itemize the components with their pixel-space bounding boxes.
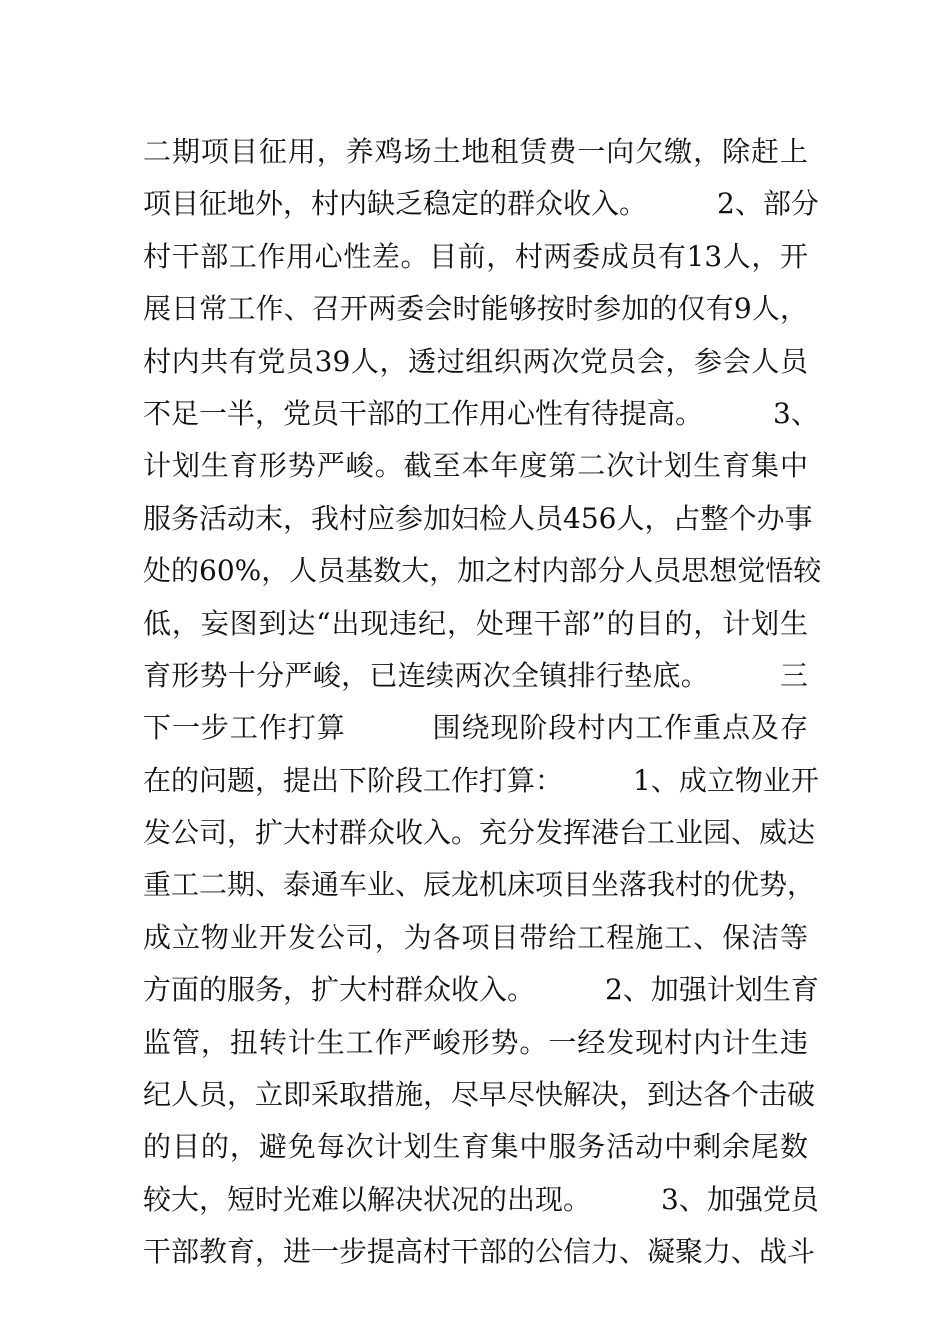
text-line: 二期项目征用，养鸡场土地租赁费一向欠缴，除赶上 (143, 135, 808, 168)
text-line: 重工二期、泰通车业、辰龙机床项目坐落我村的优势， (143, 868, 816, 902)
text-line: 的目的，避免每次计划生育集中服务活动中剩余尾数 (143, 1130, 808, 1164)
text-line: 方面的服务，扩大村群众收入。 2、加强计划生育 (143, 973, 819, 1007)
text-line: 村内共有党员39人，透过组织两次党员会，参会人员 (143, 344, 808, 378)
text-line: 项目征地外，村内缺乏稳定的群众收入。 2、部分 (143, 187, 819, 221)
text-line: 村干部工作用心性差。目前，村两委成员有13人，开 (143, 239, 808, 273)
text-line: 低，妄图到达“出现违纪，处理干部”的目的，计划生 (143, 606, 808, 640)
text-line: 下一步工作打算 围绕现阶段村内工作重点及存 (143, 711, 808, 745)
body-text (143, 126, 822, 1279)
text-line: 展日常工作、召开两委会时能够按时参加的仅有9人， (143, 292, 808, 326)
text-line: 不足一半，党员干部的工作用心性有待提高。 3、 (143, 396, 819, 430)
text-line: 在的问题，提出下阶段工作打算： 1、成立物业开 (143, 763, 819, 797)
text-line: 处的60%，人员基数大，加之村内部分人员思想觉悟较 (143, 554, 822, 588)
text-line: 育形势十分严峻，已连续两次全镇排行垫底。 三 (143, 658, 808, 692)
text-line: 监管，扭转计生工作严峻形势。一经发现村内计生违 (143, 1025, 808, 1059)
text-line: 干部教育，进一步提高村干部的公信力、凝聚力、战斗 (143, 1235, 816, 1269)
text-line: 较大，短时光难以解决状况的出现。 3、加强党员 (143, 1182, 819, 1216)
text-line: 计划生育形势严峻。截至本年度第二次计划生育集中 (143, 449, 808, 483)
text-line: 服务活动末，我村应参加妇检人员456人，占整个办事 (143, 501, 813, 535)
text-line: 发公司，扩大村群众收入。充分发挥港台工业园、威达 (143, 816, 816, 850)
text-line: 纪人员，立即采取措施，尽早尽快解决，到达各个击破 (143, 1078, 816, 1112)
text-line: 成立物业开发公司，为各项目带给工程施工、保洁等 (143, 920, 808, 954)
